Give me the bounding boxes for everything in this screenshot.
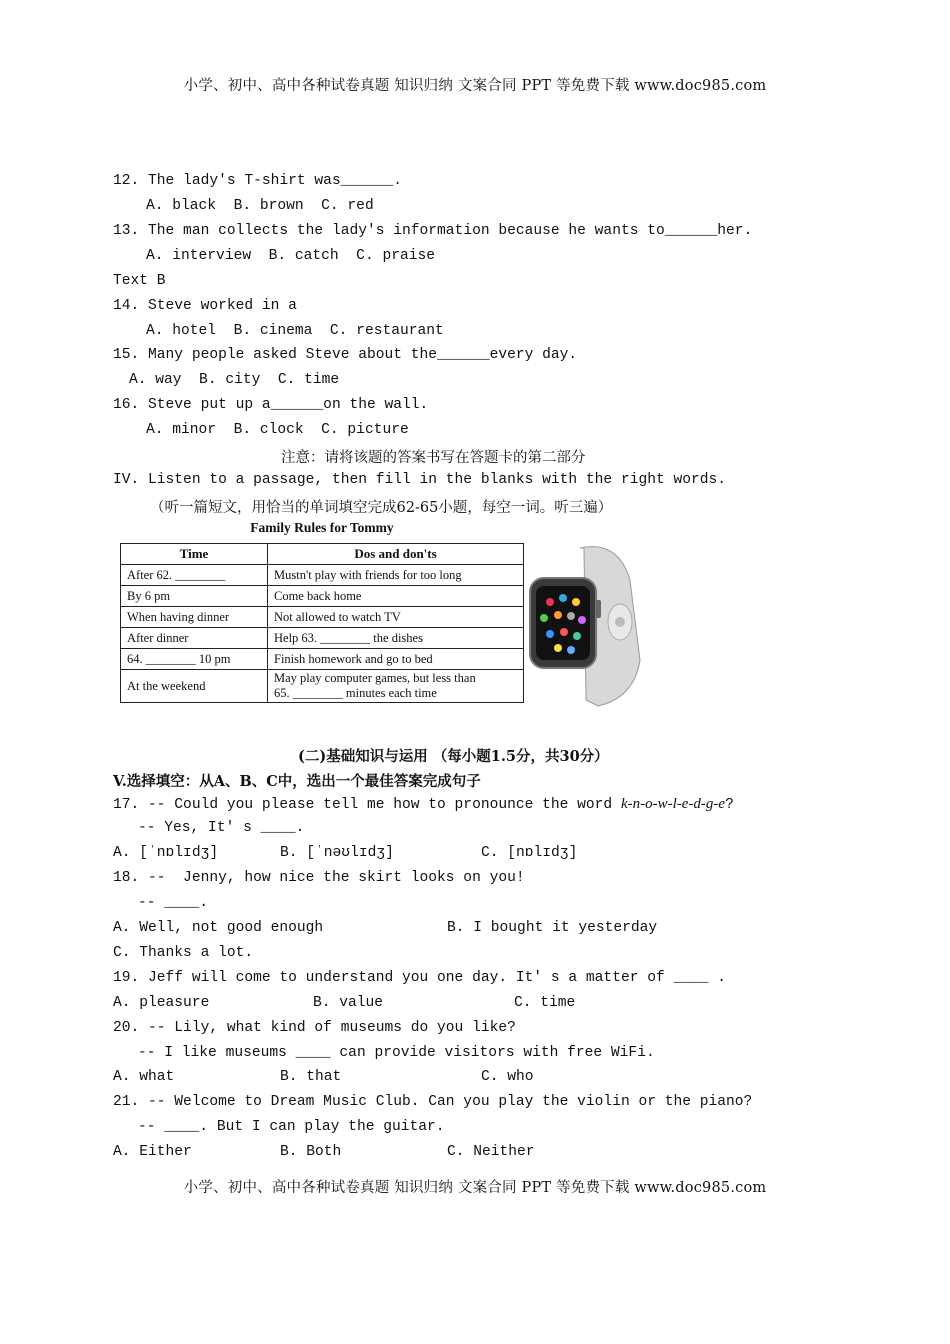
- q20-stem: 20. -- Lily, what kind of museums do you like?: [113, 1020, 516, 1036]
- table-row: [121, 670, 524, 703]
- table-cell-rule: Mustn't play with friends for too long: [268, 565, 524, 586]
- table-cell-rule: Not allowed to watch TV: [268, 607, 524, 628]
- page-footer: 小学、初中、高中各种试卷真题 知识归纳 文案合同 PPT 等免费下载 www.doc985.com: [183, 1180, 767, 1196]
- table-cell-rule: Come back home: [268, 586, 524, 607]
- q19-stem: 19. Jeff will come to understand you one day. It' s a matter of ____ .: [113, 970, 727, 986]
- q18-reply: -- ____.: [138, 895, 209, 911]
- section5-title: V.选择填空：从A、B、C中，选出一个最佳答案完成句子: [113, 773, 481, 790]
- table-row: [121, 628, 524, 649]
- page-header: 小学、初中、高中各种试卷真题 知识归纳 文案合同 PPT 等免费下载 www.doc985.com: [183, 78, 767, 94]
- q20-option-a: A. what: [113, 1069, 175, 1085]
- q12-stem: 12. The lady's T-shirt was______.: [113, 173, 403, 189]
- q19-option-a: A. pleasure: [113, 995, 210, 1011]
- text-b-label: Text B: [113, 273, 166, 289]
- table-cell-time: 64. ________ 10 pm: [121, 649, 268, 670]
- q17-option-c: C. [nɒlɪdʒ]: [481, 845, 578, 861]
- q20-option-c: C. who: [481, 1069, 534, 1085]
- q12-options: A. black B. brown C. red: [146, 198, 374, 214]
- table-row: [121, 607, 524, 628]
- q18-option-c: C. Thanks a lot.: [113, 945, 254, 961]
- part2-title: (二)基础知识与运用 （每小题1.5分，共30分）: [298, 748, 609, 765]
- q13-options: A. interview B. catch C. praise: [146, 248, 436, 264]
- q21-option-b: B. Both: [280, 1144, 342, 1160]
- q17-option-b: B. [ˈnəʊlɪdʒ]: [280, 845, 394, 861]
- table-cell-time: When having dinner: [121, 607, 268, 628]
- table-row: [121, 565, 524, 586]
- section4-subtitle: （听一篇短文，用恰当的单词填空完成62-65小题，每空一词。听三遍）: [150, 500, 613, 516]
- q14-stem: 14. Steve worked in a: [113, 298, 297, 314]
- table-cell-time: At the weekend: [121, 670, 268, 703]
- q18-stem: 18. -- Jenny, how nice the skirt looks on you!: [113, 870, 525, 886]
- q13-stem: 13. The man collects the lady's information because he wants to______her.: [113, 223, 753, 239]
- table-cell-rule: [268, 670, 524, 703]
- answer-note: 注意：请将该题的答案书写在答题卡的第二部分: [281, 450, 586, 466]
- q17-stem-text: 17. -- Could you please tell me how to pronounce the word: [113, 797, 621, 813]
- table-cell-rule: Finish homework and go to bed: [268, 649, 524, 670]
- smartwatch-image: [528, 540, 652, 708]
- q20-option-b: B. that: [280, 1069, 342, 1085]
- q21-option-c: C. Neither: [447, 1144, 535, 1160]
- table-cell-rule-line1: May play computer games, but less than: [274, 671, 476, 685]
- q16-options: A. minor B. clock C. picture: [146, 422, 409, 438]
- q17-end: ?: [725, 797, 734, 813]
- q15-stem: 15. Many people asked Steve about the______every day.: [113, 347, 578, 363]
- table-cell-time: After dinner: [121, 628, 268, 649]
- q20-reply: -- I like museums ____ can provide visitors with free WiFi.: [138, 1045, 655, 1061]
- q19-option-b: B. value: [313, 995, 384, 1011]
- q18-option-a: A. Well, not good enough: [113, 920, 324, 936]
- q17-word: k-n-o-w-l-e-d-g-e: [620, 796, 726, 812]
- family-rules-title: Family Rules for Tommy: [250, 520, 394, 535]
- table-row: [121, 649, 524, 670]
- table-cell-time: After 62. ________: [121, 565, 268, 586]
- q17-option-a: A. [ˈnɒlɪdʒ]: [113, 845, 219, 861]
- table-cell-time: By 6 pm: [121, 586, 268, 607]
- q16-stem: 16. Steve put up a______on the wall.: [113, 397, 429, 413]
- q17-reply: -- Yes, It' s ____.: [138, 820, 305, 836]
- col-time-header: Time: [121, 544, 268, 565]
- q21-stem: 21. -- Welcome to Dream Music Club. Can you play the violin or the piano?: [113, 1094, 753, 1110]
- col-dos-header: Dos and don'ts: [268, 544, 524, 565]
- q14-options: A. hotel B. cinema C. restaurant: [146, 323, 444, 339]
- table-row: [121, 586, 524, 607]
- q21-reply: -- ____. But I can play the guitar.: [138, 1119, 445, 1135]
- section4-title: IV. Listen to a passage, then fill in the blanks with the right words.: [113, 472, 727, 488]
- q21-option-a: A. Either: [113, 1144, 192, 1160]
- q15-options: A. way B. city C. time: [129, 372, 340, 388]
- family-rules-table: [120, 543, 524, 703]
- q19-option-c: C. time: [514, 995, 576, 1011]
- q17-stem: [113, 796, 734, 813]
- table-cell-rule: Help 63. ________ the dishes: [268, 628, 524, 649]
- table-cell-rule-line2: 65. ________ minutes each time: [274, 686, 437, 700]
- q18-option-b: B. I bought it yesterday: [447, 920, 658, 936]
